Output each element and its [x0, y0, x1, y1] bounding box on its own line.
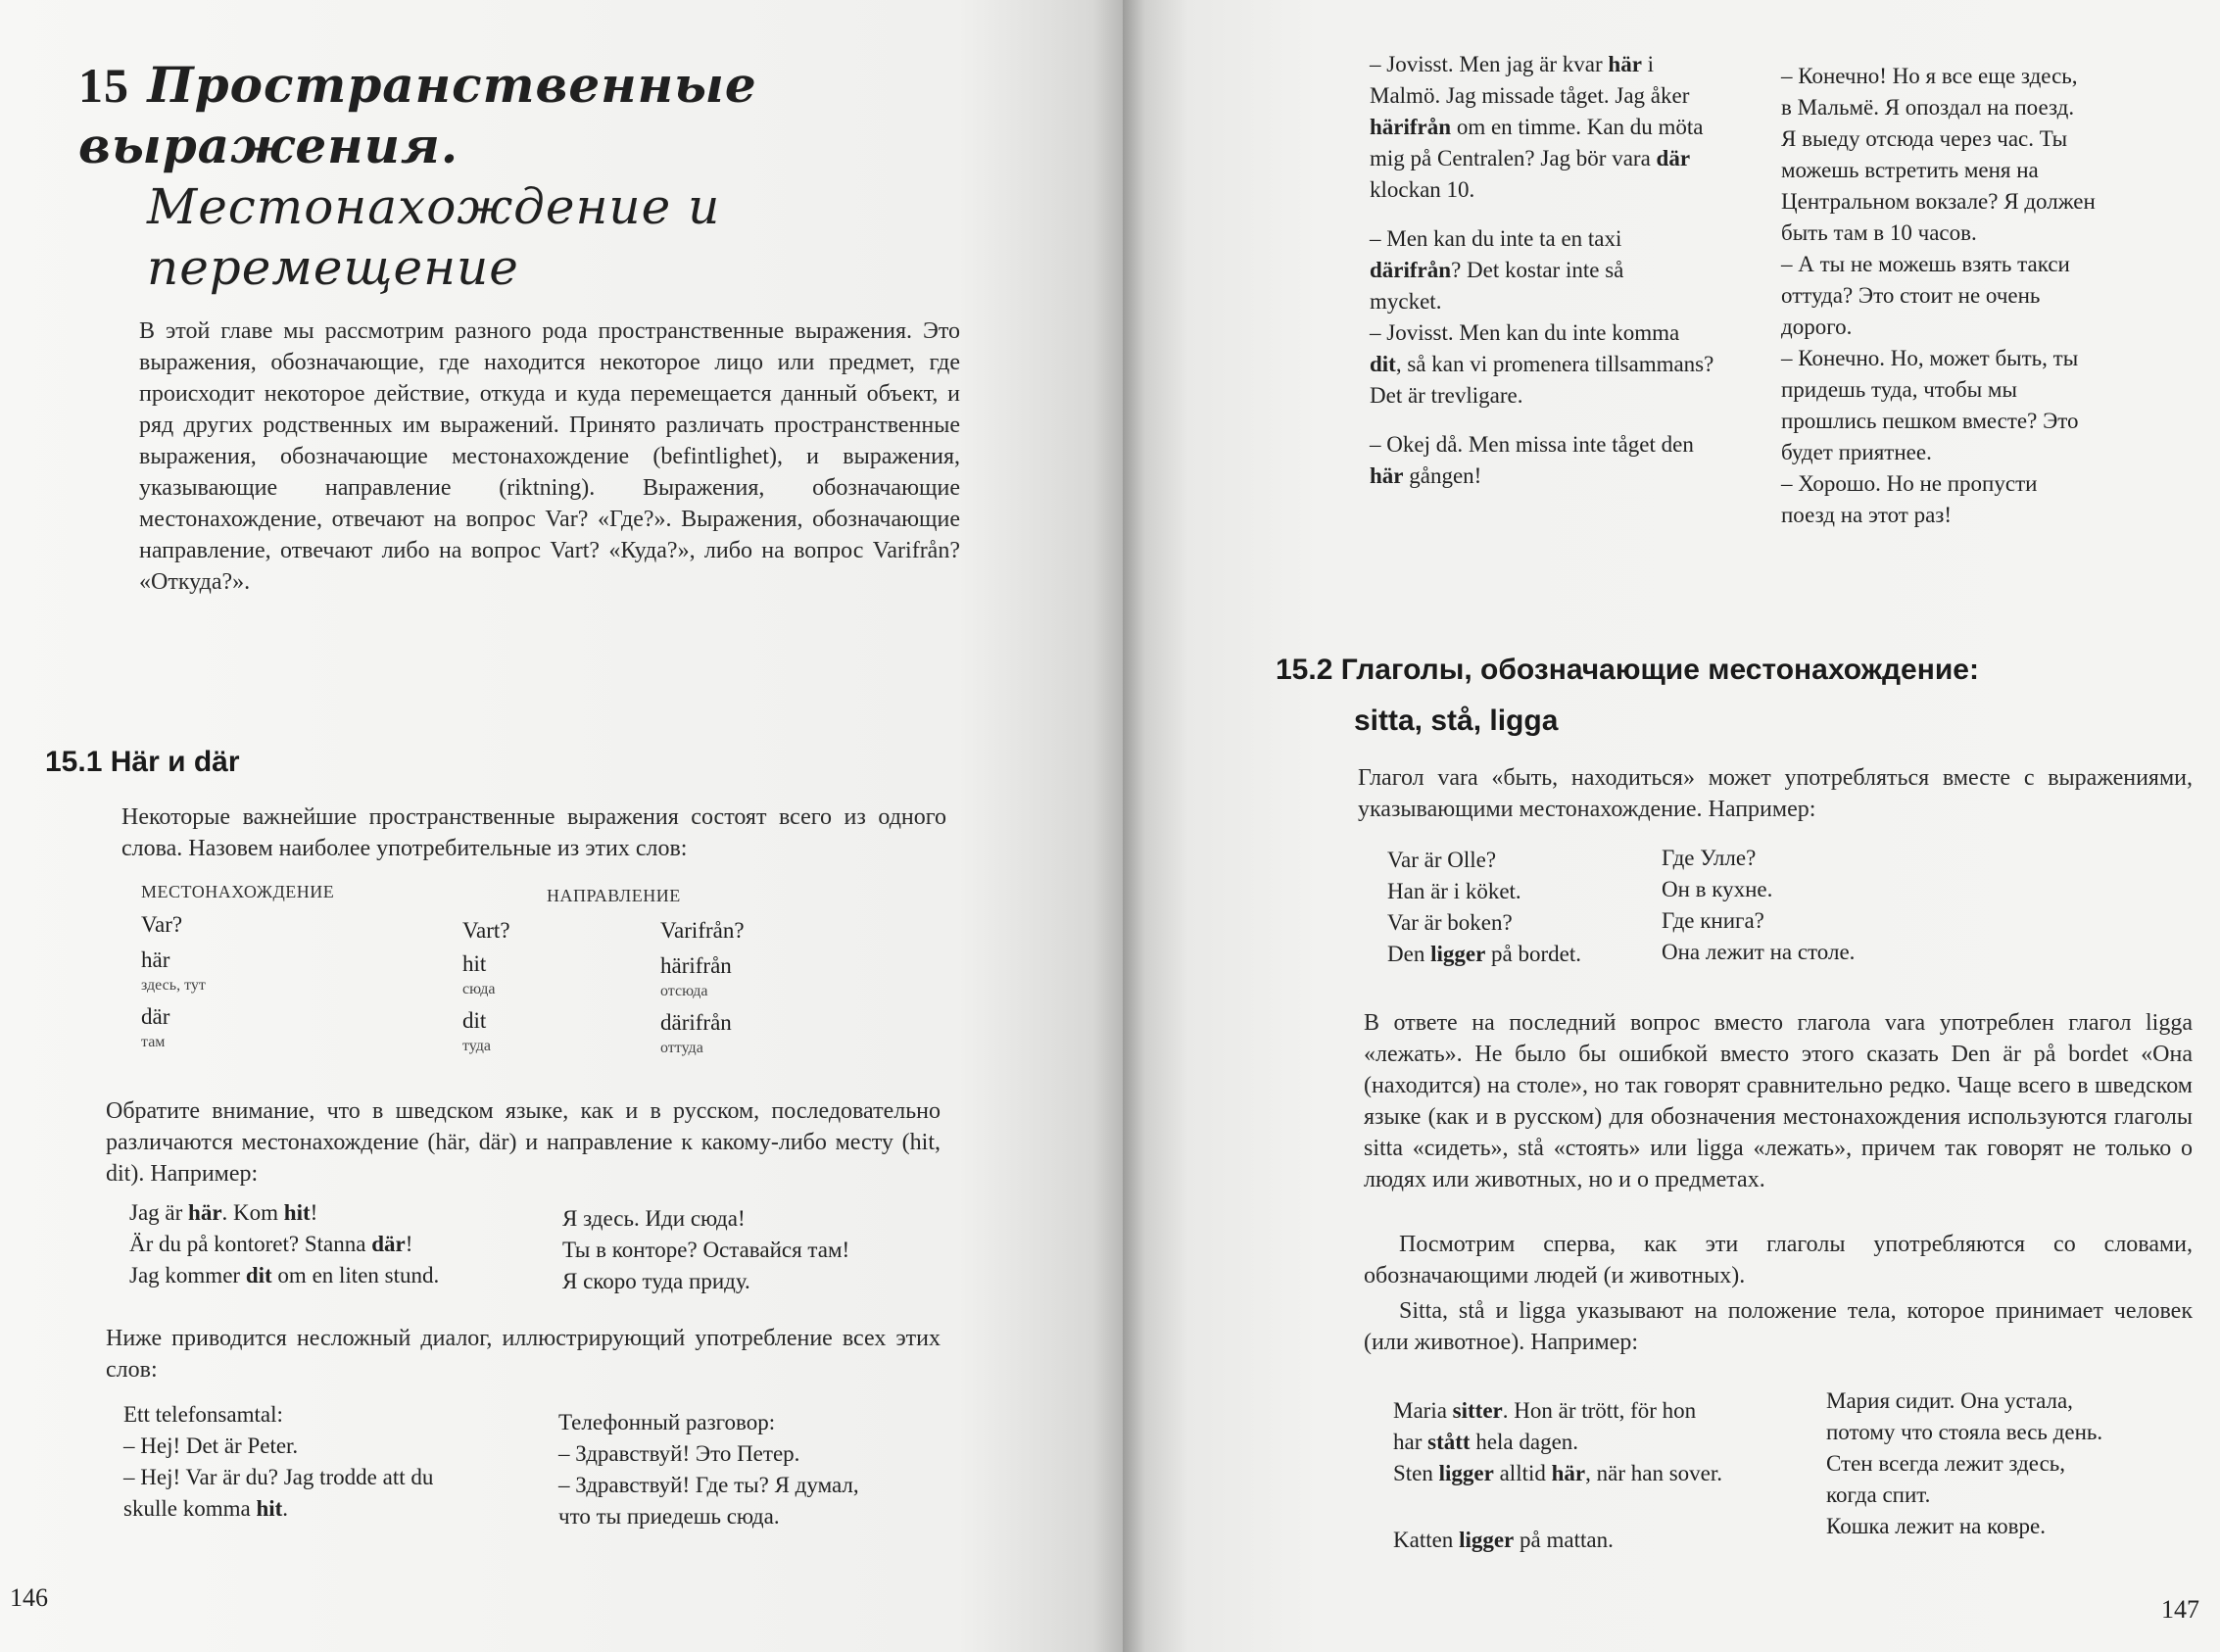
table-header-direction: НАПРАВЛЕНИЕ: [547, 886, 681, 905]
example-line: Jag kommer dit om en liten stund.: [129, 1263, 440, 1288]
dialog-line: – Hej! Var är du? Jag trodde att du: [123, 1465, 434, 1489]
keyword: stått: [1427, 1430, 1471, 1454]
table-header-location: МЕСТОНАХОЖДЕНИЕ: [141, 882, 335, 901]
example-line: Кошка лежит на ковре.: [1826, 1514, 2046, 1538]
keyword: här: [1551, 1461, 1586, 1485]
keyword: därifrån: [1370, 258, 1452, 282]
table-cell: dit: [462, 1008, 487, 1033]
dialog-line: härifrån om en timme. Kan du möta: [1370, 115, 1704, 139]
section-heading-15-2: [1276, 649, 2196, 743]
examples-russian: [562, 1203, 974, 1297]
chapter-title: [78, 55, 1097, 298]
dialog-line: – Здравствуй! Это Петер.: [558, 1441, 800, 1466]
dialog-line: будет приятнее.: [1781, 440, 1932, 464]
example-line: Я скоро туда приду.: [562, 1269, 750, 1293]
dialog-line: поезд на этот раз!: [1781, 503, 1953, 527]
dialog-line: Malmö. Jag missade tåget. Jag åker: [1370, 83, 1690, 108]
paragraph: Посмотрим сперва, как эти глаголы употребляются со словами, обозначающими людей (и животных).: [1364, 1232, 2193, 1288]
keyword: härifrån: [1370, 115, 1452, 139]
example-line: Я здесь. Иди сюда!: [562, 1206, 746, 1231]
example-line: Она лежит на столе.: [1662, 940, 1856, 964]
chapter-number: 15: [78, 58, 129, 113]
table-cell: Vart?: [462, 918, 510, 943]
examples-russian: [1662, 843, 1955, 968]
dialog-line: быть там в 10 часов.: [1781, 220, 1977, 245]
dialog-line: дорого.: [1781, 315, 1853, 339]
table-cell: här: [141, 947, 170, 972]
keyword: ligger: [1438, 1461, 1494, 1485]
table-cell: härifrån: [660, 953, 732, 978]
keyword: här: [188, 1200, 222, 1225]
chapter-intro: В этой главе мы рассмотрим разного рода пространственные выражения. Это выражения, обозначающие, где находится некоторое лицо или предмет, где происходит некоторое действие, откуда и куда перемещается данный объект, и ряд других родственных им выражений. Принято различать пространственные выражения, обозначающие местонахождение (befintlighet), и выражения, указывающие направление (riktning). Выражения, обозначающие местонахождение, отвечают на вопрос Var? «Где?». Выражения, обозначающие направление, отвечают либо на вопрос Vart? «Куда?», либо на вопрос Varifrån? «Откуда?».: [139, 318, 960, 595]
example-line: Han är i köket.: [1387, 879, 1521, 903]
dialog-line: – Jovisst. Men jag är kvar här i: [1370, 52, 1655, 76]
table-gloss: сюда: [462, 981, 496, 997]
dialog-line: – Okej då. Men missa inte tåget den: [1370, 432, 1694, 457]
example-line: Är du på kontoret? Stanna där!: [129, 1232, 413, 1256]
keyword: sitter: [1452, 1398, 1503, 1423]
chapter-title-line2: Местонахождение и: [147, 178, 721, 235]
dialog-line: что ты приедешь сюда.: [558, 1504, 780, 1529]
example-line: Где книга?: [1662, 908, 1764, 933]
dialog-line: – Men kan du inte ta en taxi: [1370, 226, 1622, 251]
example-line: Jag är här. Kom hit!: [129, 1200, 318, 1225]
dialog-line: här gången!: [1370, 463, 1482, 488]
dialog-line: – Конечно. Но, может быть, ты: [1781, 346, 2079, 370]
section-heading-line: 15.2 Глаголы, обозначающие местонахождение:: [1276, 654, 1979, 686]
note-paragraph: Обратите внимание, что в шведском языке, как и в русском, последовательно различаются местонахождение (här, där) и направление к какому-либо месту (hit, dit). Например:: [106, 1098, 941, 1187]
keyword: ligger: [1459, 1528, 1515, 1552]
keyword: dit: [245, 1263, 272, 1288]
dialog-continued-swedish: [1370, 49, 1771, 492]
example-line: Он в кухне.: [1662, 877, 1773, 901]
example-line: Sten ligger alltid här, när han sover.: [1393, 1461, 1723, 1485]
examples2-swedish: [1393, 1395, 1765, 1556]
examples-swedish: [1387, 845, 1652, 970]
paragraph: В ответе на последний вопрос вместо глагола vara употреблен глагол ligga «лежать». Не было бы ошибкой вместо этого сказать Den är på bordet «Она (находится) на столе», но так говорят сравнительно редко. Чаще всего в шведском языке (как и в русском) для обозначения местонахождения используются глаголы sitta «сидеть», stå «стоять» или ligga «лежать», причем так говорят не только о людях или животных, но и о предметах.: [1364, 1010, 2193, 1192]
dialog-line: оттуда? Это стоит не очень: [1781, 283, 2041, 308]
dialog-line: – А ты не можешь взять такси: [1781, 252, 2070, 276]
example-line: Ты в конторе? Оставайся там!: [562, 1238, 850, 1262]
table-cell: därifrån: [660, 1010, 732, 1035]
dialog-line: dit, så kan vi promenera tillsammans?: [1370, 352, 1714, 376]
dialog-line: Det är trevligare.: [1370, 383, 1523, 408]
table-cell: Varifrån?: [660, 918, 745, 943]
keyword: där: [371, 1232, 406, 1256]
table-gloss: там: [141, 1034, 166, 1050]
dialog-line: mycket.: [1370, 289, 1442, 314]
chapter-title-line3: перемещение: [147, 239, 519, 296]
dialog-line: прошлись пешком вместе? Это: [1781, 409, 2079, 433]
table-gloss: оттуда: [660, 1040, 703, 1056]
example-line: Var är Olle?: [1387, 848, 1497, 872]
dialog-line: – Хорошо. Но не пропусти: [1781, 471, 2038, 496]
page-number-right: 147: [2161, 1595, 2199, 1624]
examples-swedish: [129, 1197, 502, 1291]
dialog-line: Я выеду отсюда через час. Ты: [1781, 126, 2068, 151]
dialog-line: Центральном вокзале? Я должен: [1781, 189, 2096, 214]
example-spacer: [1393, 1489, 1765, 1525]
example-line: Мария сидит. Она устала,: [1826, 1388, 2073, 1413]
dialog-line: skulle komma hit.: [123, 1496, 289, 1521]
keyword: här: [1370, 463, 1404, 488]
example-line: har stått hela dagen.: [1393, 1430, 1579, 1454]
page-number-left: 146: [10, 1583, 48, 1612]
example-line: потому что стояла весь день.: [1826, 1420, 2103, 1444]
paragraph: Sitta, stå и ligga указывают на положение тела, которое принимает человек (или животное). Например:: [1364, 1298, 2193, 1355]
dialog-spacer: [1370, 206, 1771, 223]
table-gloss: отсюда: [660, 983, 708, 999]
dialog-intro: Ниже приводится несложный диалог, иллюстрирующий употребление всех этих слов:: [106, 1326, 941, 1383]
example-line: Var är boken?: [1387, 910, 1513, 935]
dialog-line: mig på Centralen? Jag bör vara där: [1370, 146, 1691, 170]
dialog-line: klockan 10.: [1370, 177, 1475, 202]
keyword: här: [1608, 52, 1642, 76]
table-cell: där: [141, 1004, 170, 1029]
dialog-line: Ett telefonsamtal:: [123, 1402, 283, 1427]
section-intro-15-2: Глагол vara «быть, находиться» может употребляться вместе с выражениями, указывающими местонахождение. Например:: [1358, 765, 2193, 822]
dialog-russian: [558, 1407, 980, 1532]
right-page: [1123, 0, 2220, 1652]
keyword: ligger: [1430, 942, 1486, 966]
dialog-line: в Мальмё. Я опоздал на поезд.: [1781, 95, 2075, 120]
keyword: dit: [1370, 352, 1396, 376]
example-line: Maria sitter. Hon är trött, för hon: [1393, 1398, 1697, 1423]
dialog-line: – Конечно! Но я все еще здесь,: [1781, 64, 2078, 88]
section-intro-15-1: Некоторые важнейшие пространственные выражения состоят всего из одного слова. Назовем наиболее употребительные из этих слов:: [121, 804, 946, 861]
dialog-line: можешь встретить меня на: [1781, 158, 2039, 182]
table-cell: hit: [462, 951, 487, 976]
table-gloss: туда: [462, 1038, 492, 1054]
dialog-line: därifrån? Det kostar inte så: [1370, 258, 1624, 282]
example-line: Katten ligger på mattan.: [1393, 1528, 1614, 1552]
example-line: Стен всегда лежит здесь,: [1826, 1451, 2066, 1476]
examples2-russian: [1826, 1385, 2198, 1542]
keyword: hit: [256, 1496, 283, 1521]
dialog-line: – Hej! Det är Peter.: [123, 1433, 299, 1458]
example-line: Где Улле?: [1662, 846, 1757, 870]
example-line: когда спит.: [1826, 1482, 1931, 1507]
dialog-spacer: [1370, 412, 1771, 429]
section-heading-line: sitta, stå, ligga: [1354, 705, 1559, 737]
dialog-swedish: [123, 1399, 496, 1525]
dialog-line: придешь туда, чтобы мы: [1781, 377, 2017, 402]
dialog-continued-russian: [1781, 61, 2193, 531]
dialog-line: – Jovisst. Men kan du inte komma: [1370, 320, 1680, 345]
table-cell: Var?: [141, 912, 183, 937]
table-gloss: здесь, тут: [141, 977, 206, 994]
section-heading-15-1: 15.1 Här и där: [45, 746, 240, 778]
example-line: Den ligger på bordet.: [1387, 942, 1582, 966]
dialog-line: – Здравствуй! Где ты? Я думал,: [558, 1473, 859, 1497]
chapter-title-line1: Пространственные выражения.: [78, 56, 757, 174]
keyword: där: [1656, 146, 1691, 170]
word-table: [141, 882, 827, 1068]
dialog-line: Телефонный разговор:: [558, 1410, 776, 1434]
keyword: hit: [283, 1200, 311, 1225]
